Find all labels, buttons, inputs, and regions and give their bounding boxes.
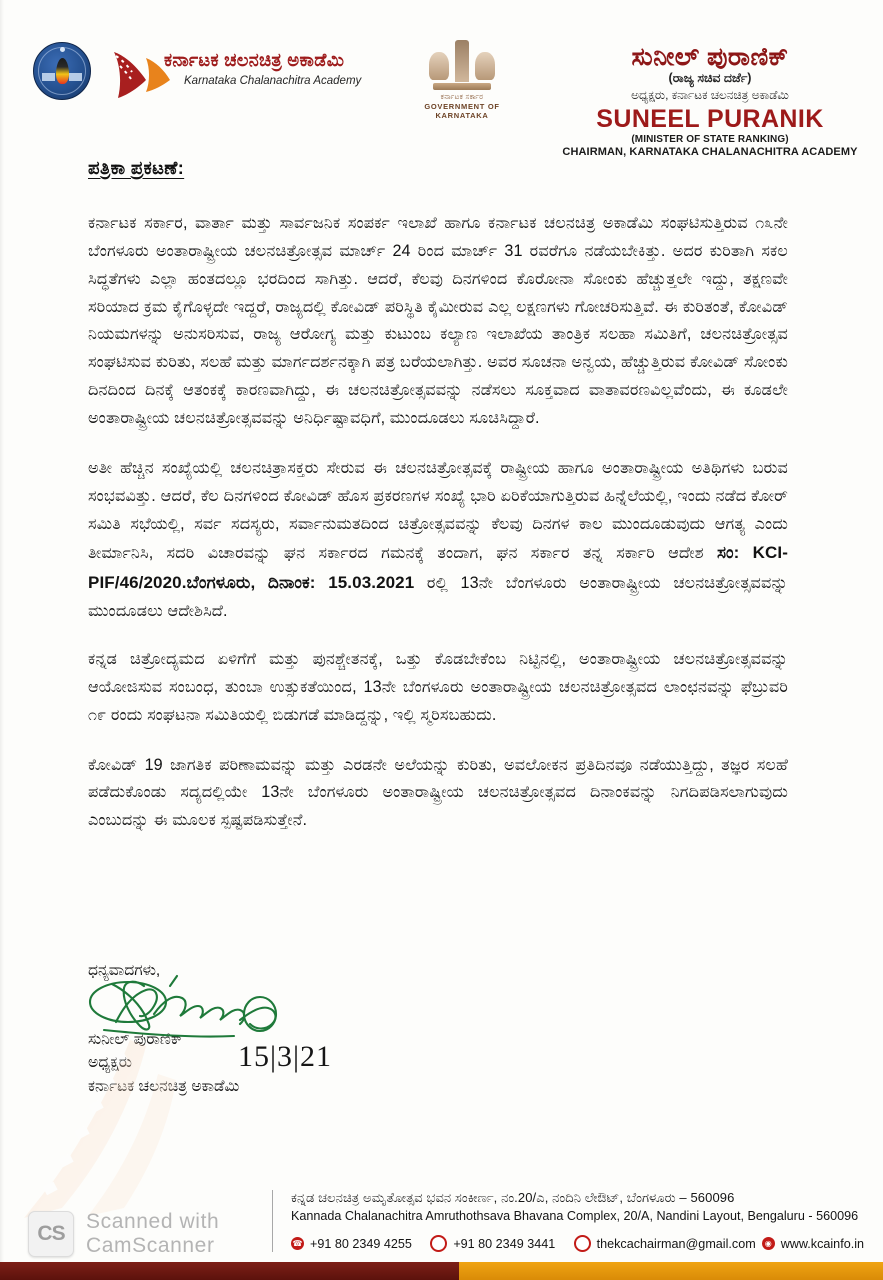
chairman-name-english: SUNEEL PURANIK [596,105,824,134]
signatory-designation: ಅಧ್ಯಕ್ಷರು [88,1054,132,1072]
footer-website[interactable]: www.kcainfo.in [780,1236,864,1251]
crest-left-lion [429,52,449,80]
footer-bar-amber [459,1262,883,1280]
reference-label: ಸಂ: [716,543,740,563]
footer-color-bar [0,1262,883,1280]
footer-address-english: Kannada Chalanachitra Amruthothsava Bhavana Complex, 20/A, Nandini Layout, Bengaluru - 560096 [291,1209,859,1223]
handwritten-signature-icon [82,972,382,1044]
footer-email[interactable]: thekcachairman@gmail.com [596,1236,756,1251]
camscanner-watermark [28,1210,219,1258]
date-label: ದಿನಾಂಕ: [267,573,316,593]
government-of-karnataka-emblem [398,40,526,118]
handwritten-date: 15|3|21 [238,1040,333,1073]
camscanner-text [86,1210,219,1258]
paragraph-4: ಕೋವಿಡ್ 19 ಜಾಗತಿಕ ಪರಿಣಾಮವನ್ನು ಮತ್ತು ಎರಡನೇ ಅಲೆಯನ್ನು ಕುರಿತು, ಅವಲೋಕನ ಪ್ರತಿದಿನವೂ ನಡೆಯುತ್ತಿದ್ದು, ತಜ್ಞರ ಸಲಹೆ ಪಡೆದುಕೊಂಡು ಸದ್ಯದಲ್ಲಿಯೇ 13ನೇ ಬೆಂಗಳೂರು ಅಂತಾರಾಷ್ಟ್ರೀಯ ಚಲನಚಿತ್ರೋತ್ಸವದ ದಿನಾಂಕವನ್ನು ನಿಗದಿಪಡಿಸಲಾಗುವುದು ಎಂಬುದನ್ನು ಈ ಮೂಲಕ ಸ್ಪಷ್ಟಪಡಿಸುತ್ತೇನೆ. [88,755,788,830]
academy-name-english: Karnataka Chalanachitra Academy [184,75,362,87]
date-value: 15.03.2021 [328,573,415,593]
emblem-right-bar [69,73,82,81]
crest-pillar [455,40,469,82]
gov-emblem-caption-kannada: ಕರ್ನಾಟಕ ಸರ್ಕಾರ [440,94,484,101]
paragraph-1: ಕರ್ನಾಟಕ ಸರ್ಕಾರ, ವಾರ್ತಾ ಮತ್ತು ಸಾರ್ವಜನಿಕ ಸಂಪರ್ಕ ಇಲಾಖೆ ಹಾಗೂ ಕರ್ನಾಟಕ ಚಲನಚಿತ್ರ ಅಕಾಡೆಮಿ ಸಂಘಟಿಸುತ್ತಿರುವ ೧೩ನೇ ಬೆಂಗಳೂರು ಅಂತಾರಾಷ್ಟ್ರೀಯ ಚಲನಚಿತ್ರೋತ್ಸವ ಮಾರ್ಚ್ 24 ರಿಂದ ಮಾರ್ಚ್ 31 ರವರೆಗೂ ನಡೆಯಬೇಕಿತ್ತು. ಅದರ ಕುರಿತಾಗಿ ಸಕಲ ಸಿದ್ಧತೆಗಳು ಎಲ್ಲಾ ಹಂತದಲ್ಲೂ ಭರದಿಂದ ಸಾಗಿತ್ತು. ಆದರೆ, ಕೆಲವು ದಿನಗಳಿಂದ ಕೊರೋನಾ ಸೋಂಕು ಹೆಚ್ಚುತ್ತಲೇ ಇದ್ದು, ತಕ್ಷಣವೇ ಸರಿಯಾದ ಕ್ರಮ ಕೈಗೊಳ್ಳದೇ ಇದ್ದರೆ, ರಾಜ್ಯದಲ್ಲಿ ಕೋವಿಡ್ ಪರಿಸ್ಥಿತಿ ಕೈಮೀರುವ ಎಲ್ಲ ಲಕ್ಷಣಗಳು ಗೋಚರಿಸುತ್ತಿವೆ. ಈ ಕುರಿತಂತೆ, ಕೋವಿಡ್ ನಿಯಮಗಳನ್ನು ಅನುಸರಿಸುವ, ರಾಜ್ಯ ಆರೋಗ್ಯ ಮತ್ತು ಕುಟುಂಬ ಕಲ್ಯಾಣ ಇಲಾಖೆಯ ತಾಂತ್ರಿಕ ಸಲಹಾ ಸಮಿತಿಗೆ, ಚಲನಚಿತ್ರೋತ್ಸವ ಸಂಘಟಿಸುವ ಕುರಿತು, ಸಲಹೆ ಮತ್ತು ಮಾರ್ಗದರ್ಶನಕ್ಕಾಗಿ ಪತ್ರ ಬರೆಯಲಾಗಿತ್ತು. ಅವರ ಸೂಚನಾ ಅನ್ವಯ, ಹೆಚ್ಚುತ್ತಿರುವ ಕೋವಿಡ್ ಸೋಂಕು ದಿನದಿಂದ ದಿನಕ್ಕೆ ಆತಂಕಕ್ಕೆ ಕಾರಣವಾಗಿದ್ದು, ಈ ಚಲನಚಿತ್ರೋತ್ಸವವನ್ನು ನಡೆಸಲು ಸೂಕ್ತವಾದ ವಾತಾವರಣವಿಲ್ಲವೆಂದು, ಈ ಕೂಡಲೇ ಅಂತಾರಾಷ್ಟ್ರೀಯ ಚಲನಚಿತ್ರೋತ್ಸವವನ್ನು ಅನಿರ್ಧಿಷ್ಟಾವಧಿಗೆ, ಮುಂದೂಡಲು ಸೂಚಿಸಿದ್ದಾರೆ. [88,214,788,428]
chairman-rank-english: (MINISTER OF STATE RANKING) [631,133,789,145]
chairman-name-kannada: ಸುನೀಲ್ ಪುರಾಣಿಕ್ [631,43,789,71]
kca-circular-emblem-icon [33,42,91,100]
paragraph-3: ಕನ್ನಡ ಚಿತ್ರೋದ್ಯಮದ ಏಳಿಗೆಗೆ ಮತ್ತು ಪುನಶ್ಚೇತನಕ್ಕೆ, ಒತ್ತು ಕೊಡಬೇಕೆಂಬ ನಿಟ್ಟಿನಲ್ಲಿ, ಅಂತಾರಾಷ್ಟ್ರೀಯ ಚಲನಚಿತ್ರೋತ್ಸವವನ್ನು ಆಯೋಜಿಸುವ ಸಂಬಂಧ, ತುಂಬಾ ಉತ್ಸುಕತೆಯಿಂದ, 13ನೇ ಬೆಂಗಳೂರು ಅಂತಾರಾಷ್ಟ್ರೀಯ ಚಲನಚಿತ್ರೋತ್ಸವದ ಲಾಂಛನವನ್ನು ಫೆಬ್ರುವರಿ ೧೯ ರಂದು ಸಂಘಟನಾ ಸಮಿತಿಯಲ್ಲಿ ಬಿಡುಗಡೆ ಮಾಡಿದ್ದನ್ನು, ಇಲ್ಲಿ ಸ್ಮರಿಸಬಹುದು. [88,650,788,724]
page-left-edge [0,0,4,1280]
paragraph-2-text-after-reference: ರಲ್ಲಿ 13ನೇ ಬೆಂಗಳೂರು ಅಂತಾರಾಷ್ಟ್ರೀಯ ಚಲನಚಿತ್ರೋತ್ಸವವನ್ನು ಮುಂದೂಡಲು ಆದೇಶಿಸಿದೆ. [88,574,788,621]
closing-salutation: ಧನ್ಯವಾದಗಳು, [88,962,161,979]
page-title: ಪತ್ರಿಕಾ ಪ್ರಕಟಣೆ: [88,158,185,178]
chairman-identity-block [560,44,860,158]
globe-icon: ◉ [762,1237,775,1250]
footer-bar-red [0,1262,459,1280]
signatory-organization: ಕರ್ನಾಟಕ ಚಲನಚಿತ್ರ ಅಕಾಡೆಮಿ [88,1077,240,1095]
gov-emblem-caption-english: GOVERNMENT OF KARNATAKA [424,102,500,120]
academy-logo [112,44,362,108]
footer-contact-row [291,1235,864,1252]
mobile-icon [430,1235,447,1252]
letter-body [88,210,788,857]
chairman-rank-kannada: (ರಾಜ್ಯ ಸಚಿವ ದರ್ಜೆ) [668,71,752,86]
reference-number: KCI-PIF/46/2020.ಬೆಂಗಳೂರು, [88,543,788,593]
footer-address-kannada: ಕನ್ನಡ ಚಲನಚಿತ್ರ ಅಮೃತೋತ್ಸವ ಭವನ ಸಂಕೀರ್ಣ, ನಂ.20/ಎ, ನಂದಿನಿ ಲೇಔಟ್, ಬೆಂಗಳೂರು – 560096 [291,1190,735,1205]
chairman-role-english: CHAIRMAN, KARNATAKA CHALANACHITRA ACADEMY [562,145,858,158]
camscanner-text-line2: CamScanner [86,1233,215,1257]
paragraph-2-text-before-reference: ಅತೀ ಹೆಚ್ಚಿನ ಸಂಖ್ಯೆಯಲ್ಲಿ ಚಲನಚಿತ್ರಾಸಕ್ತರು ಸೇರುವ ಈ ಚಲನಚಿತ್ರೋತ್ಸವಕ್ಕೆ ರಾಷ್ಟ್ರೀಯ ಹಾಗೂ ಅಂತಾರಾಷ್ಟ್ರೀಯ ಅತಿಥಿಗಳು ಬರುವ ಸಂಭವವಿತ್ತು. ಆದರೆ, ಕೆಲ ದಿನಗಳಿಂದ ಕೋವಿಡ್ ಹೊಸ ಪ್ರಕರಣಗಳ ಸಂಖ್ಯೆ ಭಾರಿ ಏರಿಕೆಯಾಗುತ್ತಿರುವ ಹಿನ್ನೆಲೆಯಲ್ಲಿ, ಇಂದು ನಡೆದ ಕೋರ್ ಸಮಿತಿ ಸಭೆಯಲ್ಲಿ, ಸರ್ವ ಸದಸ್ಯರು, ಸರ್ವಾನುಮತದಿಂದ ಚಿತ್ರೋತ್ಸವವನ್ನು ಕೆಲವು ದಿನಗಳ ಕಾಲ ಮುಂದೂಡುವುದು ಆಗತ್ಯ ಎಂದು ತೀರ್ಮಾನಿಸಿ, ಸದರಿ ವಿಚಾರವನ್ನು ಘನ ಸರ್ಕಾರದ ಗಮನಕ್ಕೆ ತಂದಾಗ, ಘನ ಸರ್ಕಾರ ತನ್ನ ಸರ್ಕಾರಿ ಆದೇಶ [88,458,788,563]
footer-phone-2: +91 80 2349 3441 [453,1236,556,1251]
emblem-left-bar [42,73,55,81]
camscanner-badge-icon: CS [28,1211,74,1257]
crest-base [433,83,491,90]
signatory-name: ಸುನೀಲ್ ಪುರಾಣಿಕ್ [88,1031,183,1048]
state-crest-icon [429,40,495,92]
footer-phone-1: +91 80 2349 4255 [310,1236,412,1251]
crest-right-lion [475,52,495,80]
letterhead-footer [272,1190,864,1252]
chairman-role-kannada: ಅಧ್ಯಕ್ಷರು, ಕರ್ನಾಟಕ ಚಲನಚಿತ್ರ ಅಕಾಡೆಮಿ [631,88,789,103]
letterhead-header [0,0,883,158]
phone-icon: ☎ [291,1237,304,1250]
email-icon [574,1235,591,1252]
signature-block [88,962,508,1098]
academy-name-kannada: ಕರ್ನಾಟಕ ಚಲನಚಿತ್ರ ಅಕಾಡೆಮಿ [164,50,345,70]
paragraph-2 [88,455,788,626]
camscanner-text-line1: Scanned with [86,1209,220,1233]
